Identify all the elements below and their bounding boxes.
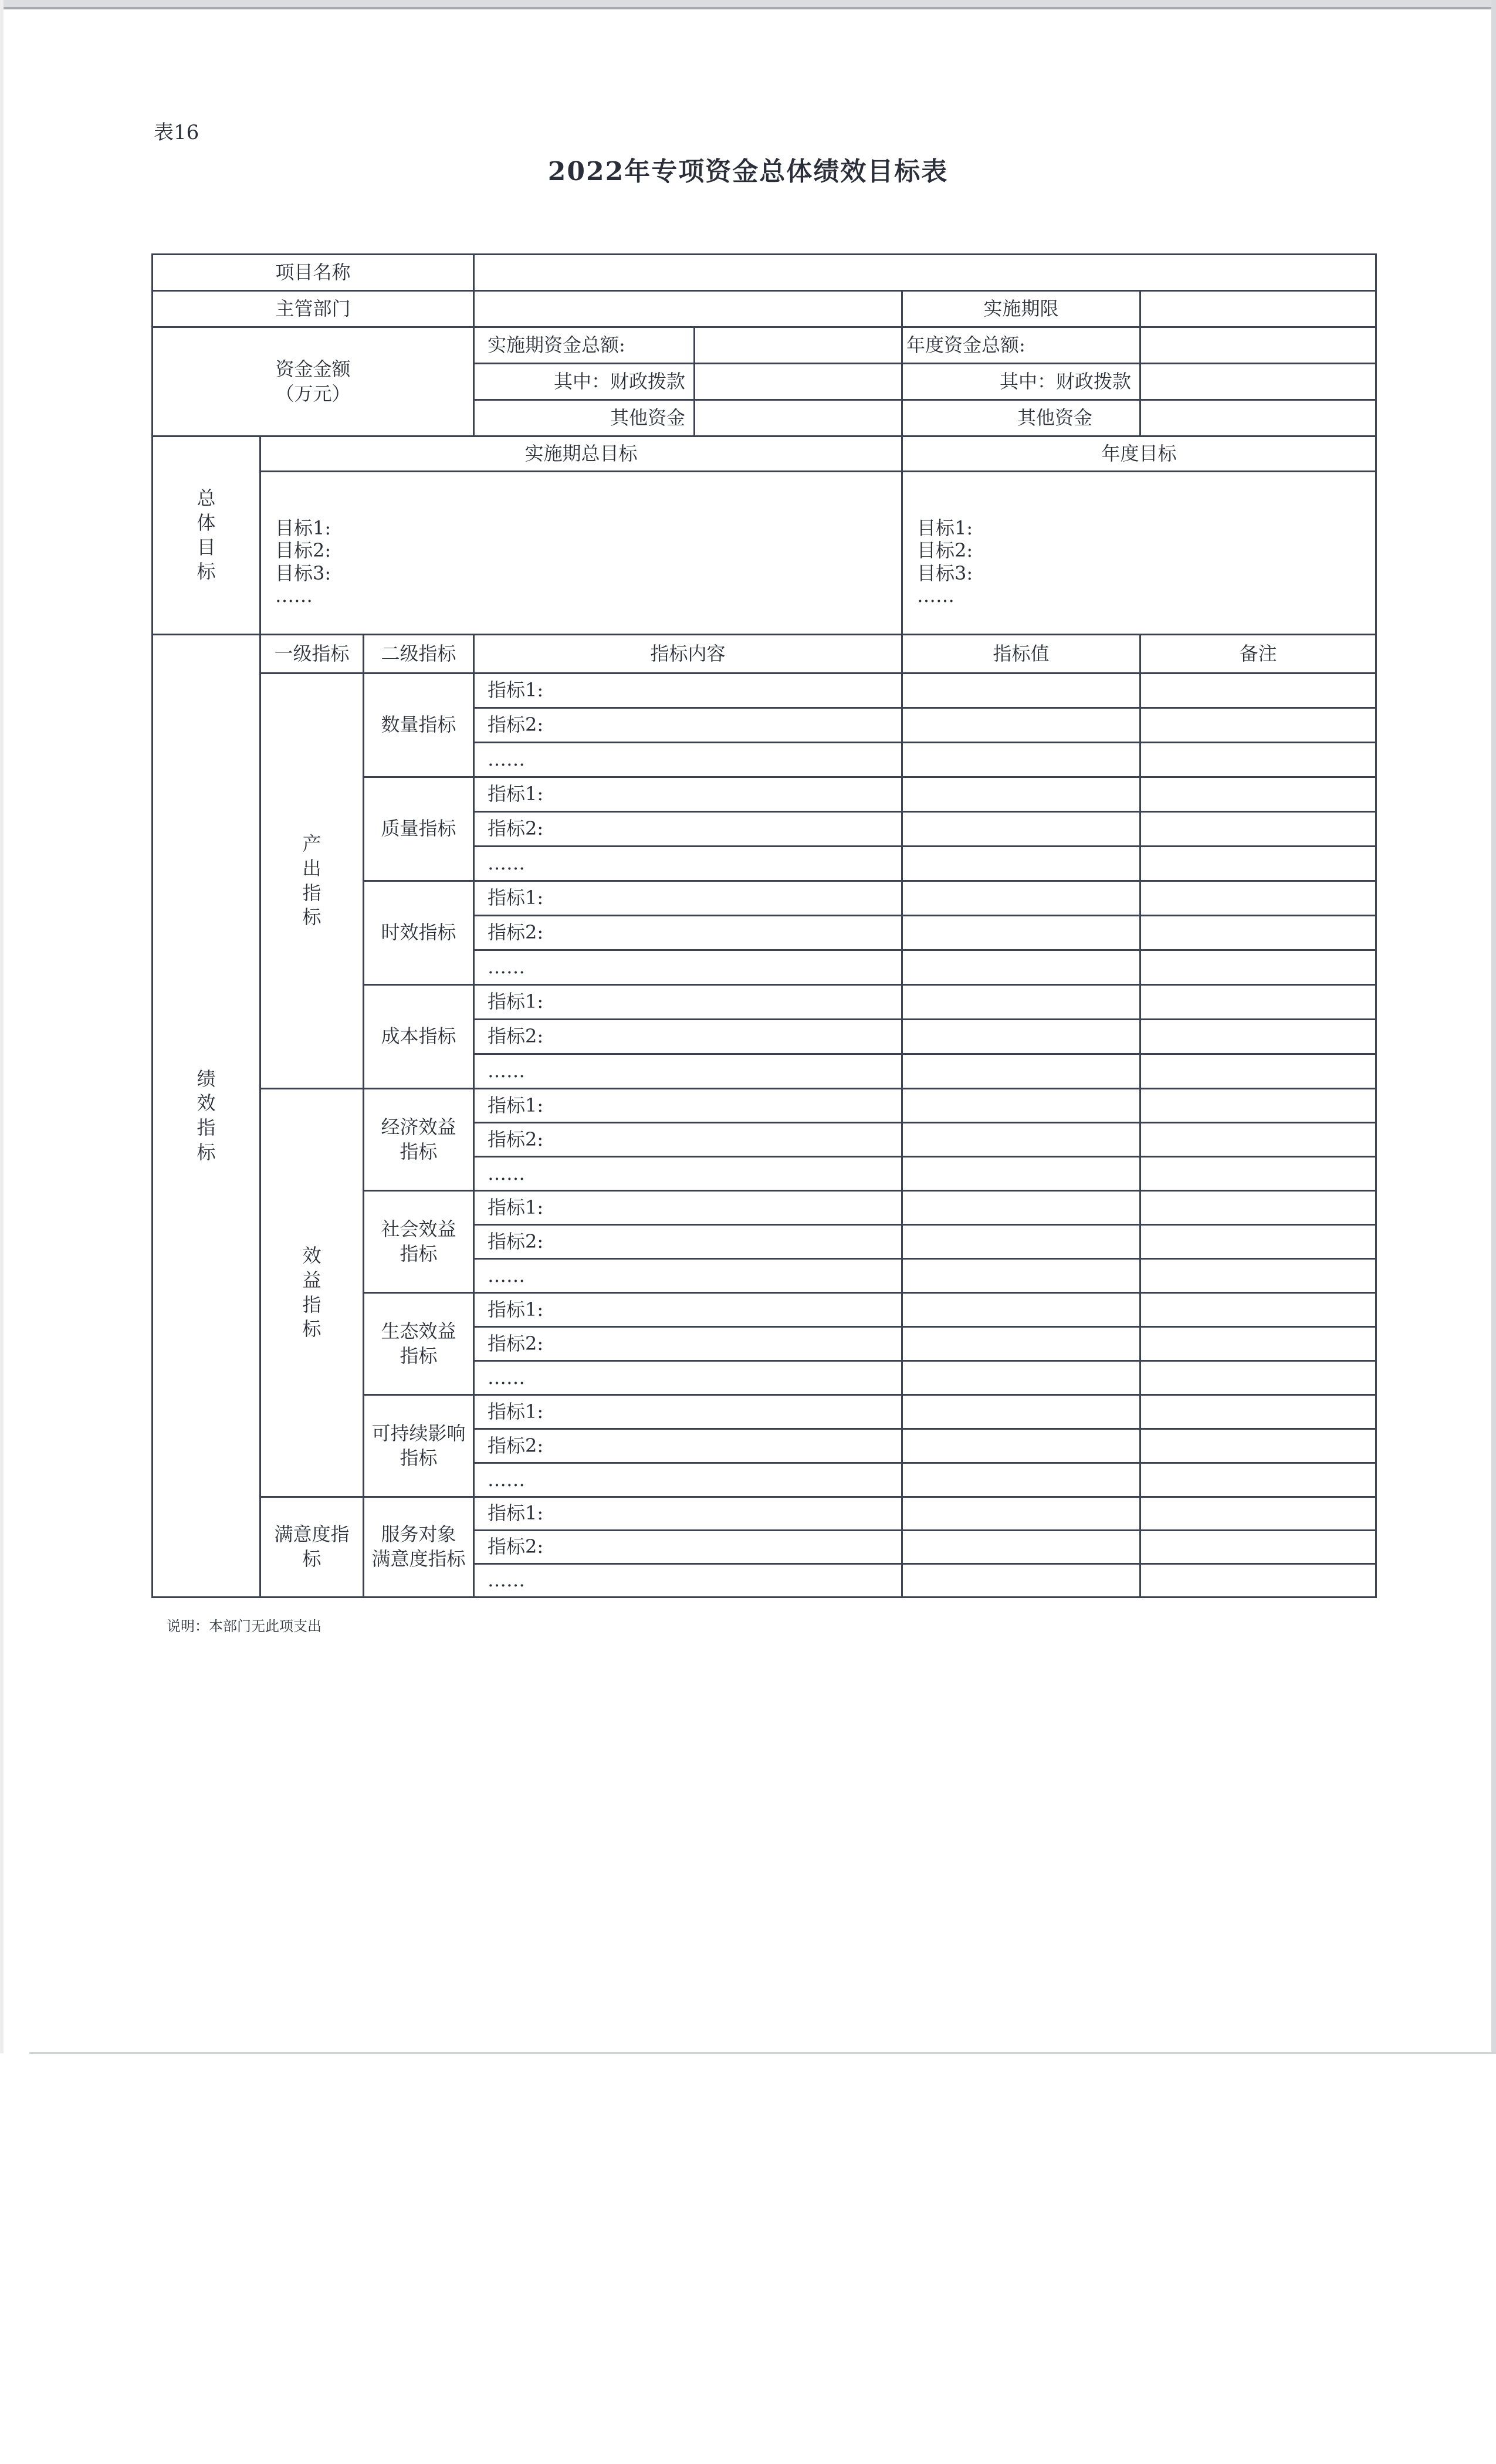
indicator-value-cell[interactable]	[902, 1531, 1140, 1564]
annual-other-value[interactable]	[1140, 400, 1376, 436]
performance-indicator-side-label: 绩 效 指 标	[153, 635, 260, 1597]
annual-fiscal-value[interactable]	[1140, 364, 1376, 400]
performance-goal-table	[151, 253, 1377, 1598]
period-fiscal-value[interactable]	[695, 364, 902, 400]
period-other-label: 其他资金	[474, 400, 695, 436]
department-label: 主管部门	[153, 291, 474, 327]
indicator-value-header: 指标值	[902, 635, 1140, 673]
remark-cell[interactable]	[1140, 1191, 1376, 1225]
remark-cell[interactable]	[1140, 1564, 1376, 1597]
department-value[interactable]	[474, 291, 902, 327]
annual-goal-content[interactable]: 目标1: 目标2: 目标3: ……	[902, 472, 1376, 635]
annual-goal-header: 年度目标	[902, 436, 1376, 472]
benefit-sub-indicator-2: 社会效益 指标	[364, 1191, 474, 1293]
indicator-content-cell[interactable]: 指标1:	[474, 1395, 902, 1429]
remark-cell[interactable]	[1140, 673, 1376, 708]
remark-cell[interactable]	[1140, 1020, 1376, 1054]
page-title: 2022年专项资金总体绩效目标表	[547, 157, 949, 187]
indicator-content-cell[interactable]: 指标2:	[474, 1225, 902, 1259]
remark-cell[interactable]	[1140, 812, 1376, 847]
period-label: 实施期限	[902, 291, 1140, 327]
indicators-header-row	[153, 635, 1376, 673]
indicator-value-cell[interactable]	[902, 1463, 1140, 1497]
indicator-row	[153, 1497, 1376, 1531]
remark-cell[interactable]	[1140, 950, 1376, 985]
scan-edge-left	[0, 0, 4, 2053]
remark-cell[interactable]	[1140, 1361, 1376, 1395]
remark-cell[interactable]	[1140, 916, 1376, 950]
period-goal-header: 实施期总目标	[260, 436, 902, 472]
indicator-content-cell[interactable]: 指标1:	[474, 881, 902, 916]
benefit-sub-indicator-4: 可持续影响 指标	[364, 1395, 474, 1497]
remark-cell[interactable]	[1140, 1054, 1376, 1089]
indicator-value-cell[interactable]	[902, 950, 1140, 985]
period-goal-content[interactable]: 目标1: 目标2: 目标3: ……	[260, 472, 902, 635]
indicator-value-cell[interactable]	[902, 777, 1140, 812]
funds-label-line2: （万元）	[275, 382, 351, 405]
level1-indicator-header: 一级指标	[260, 635, 364, 673]
remark-cell[interactable]	[1140, 1259, 1376, 1293]
remark-cell[interactable]	[1140, 1429, 1376, 1463]
indicator-content-cell[interactable]: 指标2:	[474, 1327, 902, 1361]
annual-funds-label: 年度资金总额:	[902, 327, 1140, 364]
benefit-sub-indicator-1: 经济效益 指标	[364, 1089, 474, 1191]
indicator-content-cell[interactable]: ……	[474, 847, 902, 881]
satisfaction-sub-indicator-1: 服务对象 满意度指标	[364, 1497, 474, 1597]
indicator-value-cell[interactable]	[902, 1157, 1140, 1191]
indicator-value-cell[interactable]	[902, 1429, 1140, 1463]
indicator-value-cell[interactable]	[902, 1497, 1140, 1531]
indicator-value-cell[interactable]	[902, 1293, 1140, 1327]
remark-cell[interactable]	[1140, 1157, 1376, 1191]
funds-label	[153, 327, 474, 436]
remark-cell[interactable]	[1140, 743, 1376, 777]
indicator-value-cell[interactable]	[902, 1259, 1140, 1293]
indicator-content-cell[interactable]: 指标2:	[474, 1123, 902, 1157]
project-name-value[interactable]	[474, 255, 1376, 291]
total-period-funds-value[interactable]	[695, 327, 902, 364]
indicator-content-cell[interactable]: ……	[474, 1157, 902, 1191]
annual-funds-value[interactable]	[1140, 327, 1376, 364]
indicator-content-cell[interactable]: ……	[474, 743, 902, 777]
indicator-content-cell[interactable]: ……	[474, 1054, 902, 1089]
remark-cell[interactable]	[1140, 708, 1376, 743]
funds-label-line1: 资金金额	[275, 357, 351, 380]
indicator-content-cell[interactable]: 指标2:	[474, 1429, 902, 1463]
benefit-sub-indicator-3: 生态效益 指标	[364, 1293, 474, 1395]
output-sub-indicator-1: 数量指标	[364, 673, 474, 777]
indicator-value-cell[interactable]	[902, 985, 1140, 1020]
indicator-content-cell[interactable]: ……	[474, 1463, 902, 1497]
remark-cell[interactable]	[1140, 847, 1376, 881]
indicator-value-cell[interactable]	[902, 881, 1140, 916]
indicator-value-cell[interactable]	[902, 1123, 1140, 1157]
scan-edge-top-line	[0, 7, 1496, 9]
scan-edge-right	[1491, 0, 1496, 2053]
indicator-content-cell[interactable]: 指标1:	[474, 673, 902, 708]
indicator-value-cell[interactable]	[902, 1191, 1140, 1225]
remark-cell[interactable]	[1140, 1123, 1376, 1157]
scan-edge-bottom	[29, 2052, 1496, 2054]
remark-cell[interactable]	[1140, 985, 1376, 1020]
indicator-value-cell[interactable]	[902, 743, 1140, 777]
remark-cell[interactable]	[1140, 1327, 1376, 1361]
remark-header: 备注	[1140, 635, 1376, 673]
total-period-funds-label: 实施期资金总额:	[474, 327, 695, 364]
indicator-value-cell[interactable]	[902, 1395, 1140, 1429]
period-fiscal-label: 其中：财政拨款	[474, 364, 695, 400]
satisfaction-indicator-label: 满意度指 标	[260, 1497, 364, 1597]
annual-other-label: 其他资金	[902, 400, 1140, 436]
remark-cell[interactable]	[1140, 1293, 1376, 1327]
remark-cell[interactable]	[1140, 1089, 1376, 1123]
indicator-content-cell[interactable]: 指标1:	[474, 1089, 902, 1123]
indicator-content-cell[interactable]: 指标1:	[474, 1191, 902, 1225]
indicator-value-cell[interactable]	[902, 1225, 1140, 1259]
benefit-indicator-label: 效 益 指 标	[260, 1089, 364, 1497]
indicator-content-cell[interactable]: ……	[474, 950, 902, 985]
indicator-content-cell[interactable]: 指标2:	[474, 812, 902, 847]
indicator-value-cell[interactable]	[902, 1089, 1140, 1123]
remark-cell[interactable]	[1140, 1395, 1376, 1429]
project-name-label: 项目名称	[153, 255, 474, 291]
indicator-content-cell[interactable]: 指标1:	[474, 985, 902, 1020]
remark-cell[interactable]	[1140, 1225, 1376, 1259]
indicator-content-cell[interactable]: 指标1:	[474, 777, 902, 812]
output-sub-indicator-2: 质量指标	[364, 777, 474, 881]
indicator-row	[153, 1089, 1376, 1123]
indicator-value-cell[interactable]	[902, 708, 1140, 743]
indicator-content-cell[interactable]: 指标2:	[474, 708, 902, 743]
indicator-value-cell[interactable]	[902, 1564, 1140, 1597]
indicator-content-cell[interactable]: ……	[474, 1564, 902, 1597]
indicator-value-cell[interactable]	[902, 916, 1140, 950]
indicator-value-cell[interactable]	[902, 812, 1140, 847]
output-indicator-label: 产 出 指 标	[260, 673, 364, 1089]
indicator-value-cell[interactable]	[902, 847, 1140, 881]
indicator-value-cell[interactable]	[902, 1327, 1140, 1361]
scan-edge-top	[0, 0, 1496, 7]
indicator-value-cell[interactable]	[902, 1054, 1140, 1089]
period-value[interactable]	[1140, 291, 1376, 327]
indicator-value-cell[interactable]	[902, 1361, 1140, 1395]
table-number: 表16	[154, 121, 199, 144]
remark-cell[interactable]	[1140, 881, 1376, 916]
footnote: 说明：本部门无此项支出	[167, 1618, 321, 1634]
indicator-content-cell[interactable]: 指标1:	[474, 1293, 902, 1327]
level2-indicator-header: 二级指标	[364, 635, 474, 673]
remark-cell[interactable]	[1140, 1497, 1376, 1531]
output-sub-indicator-3: 时效指标	[364, 881, 474, 985]
annual-fiscal-label: 其中：财政拨款	[902, 364, 1140, 400]
remark-cell[interactable]	[1140, 1463, 1376, 1497]
remark-cell[interactable]	[1140, 1531, 1376, 1564]
indicator-value-cell[interactable]	[902, 673, 1140, 708]
indicator-content-cell[interactable]: 指标2:	[474, 1531, 902, 1564]
project-name-row	[153, 255, 1376, 291]
period-other-value[interactable]	[695, 400, 902, 436]
indicator-content-cell[interactable]: 指标1:	[474, 1497, 902, 1531]
indicator-content-cell[interactable]: 指标2:	[474, 916, 902, 950]
indicator-content-cell[interactable]: ……	[474, 1259, 902, 1293]
goals-header-row	[153, 436, 1376, 472]
funds-row-total	[153, 327, 1376, 364]
department-row	[153, 291, 1376, 327]
output-sub-indicator-4: 成本指标	[364, 985, 474, 1089]
indicator-value-cell[interactable]	[902, 1020, 1140, 1054]
indicator-content-cell[interactable]: ……	[474, 1361, 902, 1395]
indicator-content-cell[interactable]: 指标2:	[474, 1020, 902, 1054]
goals-body-row	[153, 472, 1376, 635]
remark-cell[interactable]	[1140, 777, 1376, 812]
indicator-content-header: 指标内容	[474, 635, 902, 673]
indicator-row	[153, 673, 1376, 708]
overall-goal-side-label: 总 体 目 标	[153, 436, 260, 635]
